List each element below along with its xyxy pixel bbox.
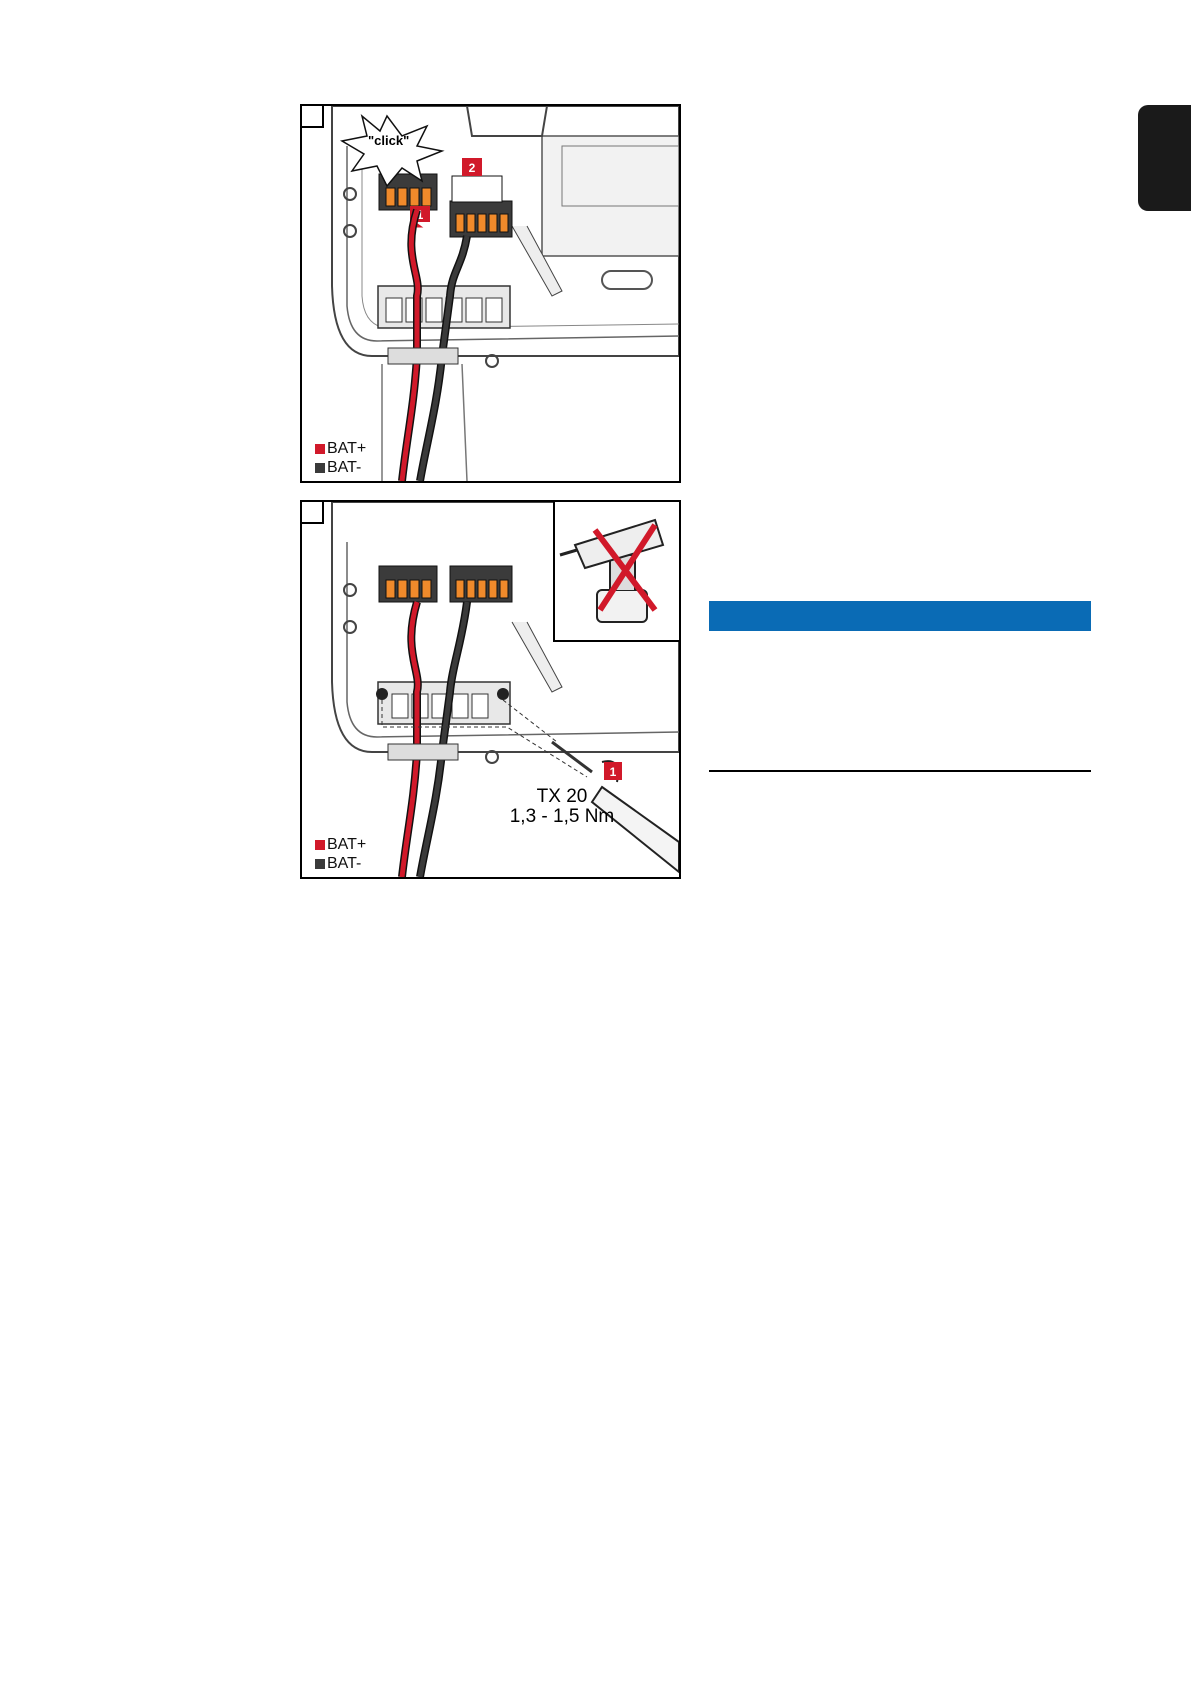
legend-item-bat-minus [315, 854, 366, 873]
legend-label: BAT- [327, 459, 362, 476]
torque-spec [497, 787, 627, 827]
figure-tighten-terminal-screws [300, 500, 681, 879]
power-screwdriver-crossed-icon [555, 500, 681, 640]
step-checkbox [302, 502, 324, 524]
click-callout: "click" [368, 133, 410, 148]
legend-item-bat-minus [315, 458, 366, 477]
legend-item-bat-plus [315, 835, 366, 854]
note-header-bar [709, 601, 1091, 631]
step-marker-1: 1 [609, 765, 617, 779]
legend-label: BAT+ [327, 440, 367, 457]
cable-legend [315, 835, 366, 873]
red-swatch-icon [315, 444, 325, 454]
cable-legend [315, 439, 366, 477]
legend-label: BAT+ [327, 836, 367, 853]
figure-connect-battery-cables [300, 104, 681, 483]
step-checkbox [302, 106, 324, 128]
no-power-tool-inset [553, 500, 681, 642]
note-divider [709, 770, 1091, 772]
torque-value: 1,3 - 1,5 Nm [509, 806, 615, 827]
red-swatch-icon [315, 840, 325, 850]
torque-tool: TX 20 [536, 786, 588, 807]
step-marker-1: 1 [416, 208, 424, 222]
inverter-connection-area-illustration [302, 106, 679, 481]
legend-item-bat-plus [315, 439, 366, 458]
chapter-side-tab [1138, 105, 1191, 211]
legend-label: BAT- [327, 855, 362, 872]
grey-swatch-icon [315, 463, 325, 473]
step-marker-2: 2 [468, 161, 476, 175]
grey-swatch-icon [315, 859, 325, 869]
